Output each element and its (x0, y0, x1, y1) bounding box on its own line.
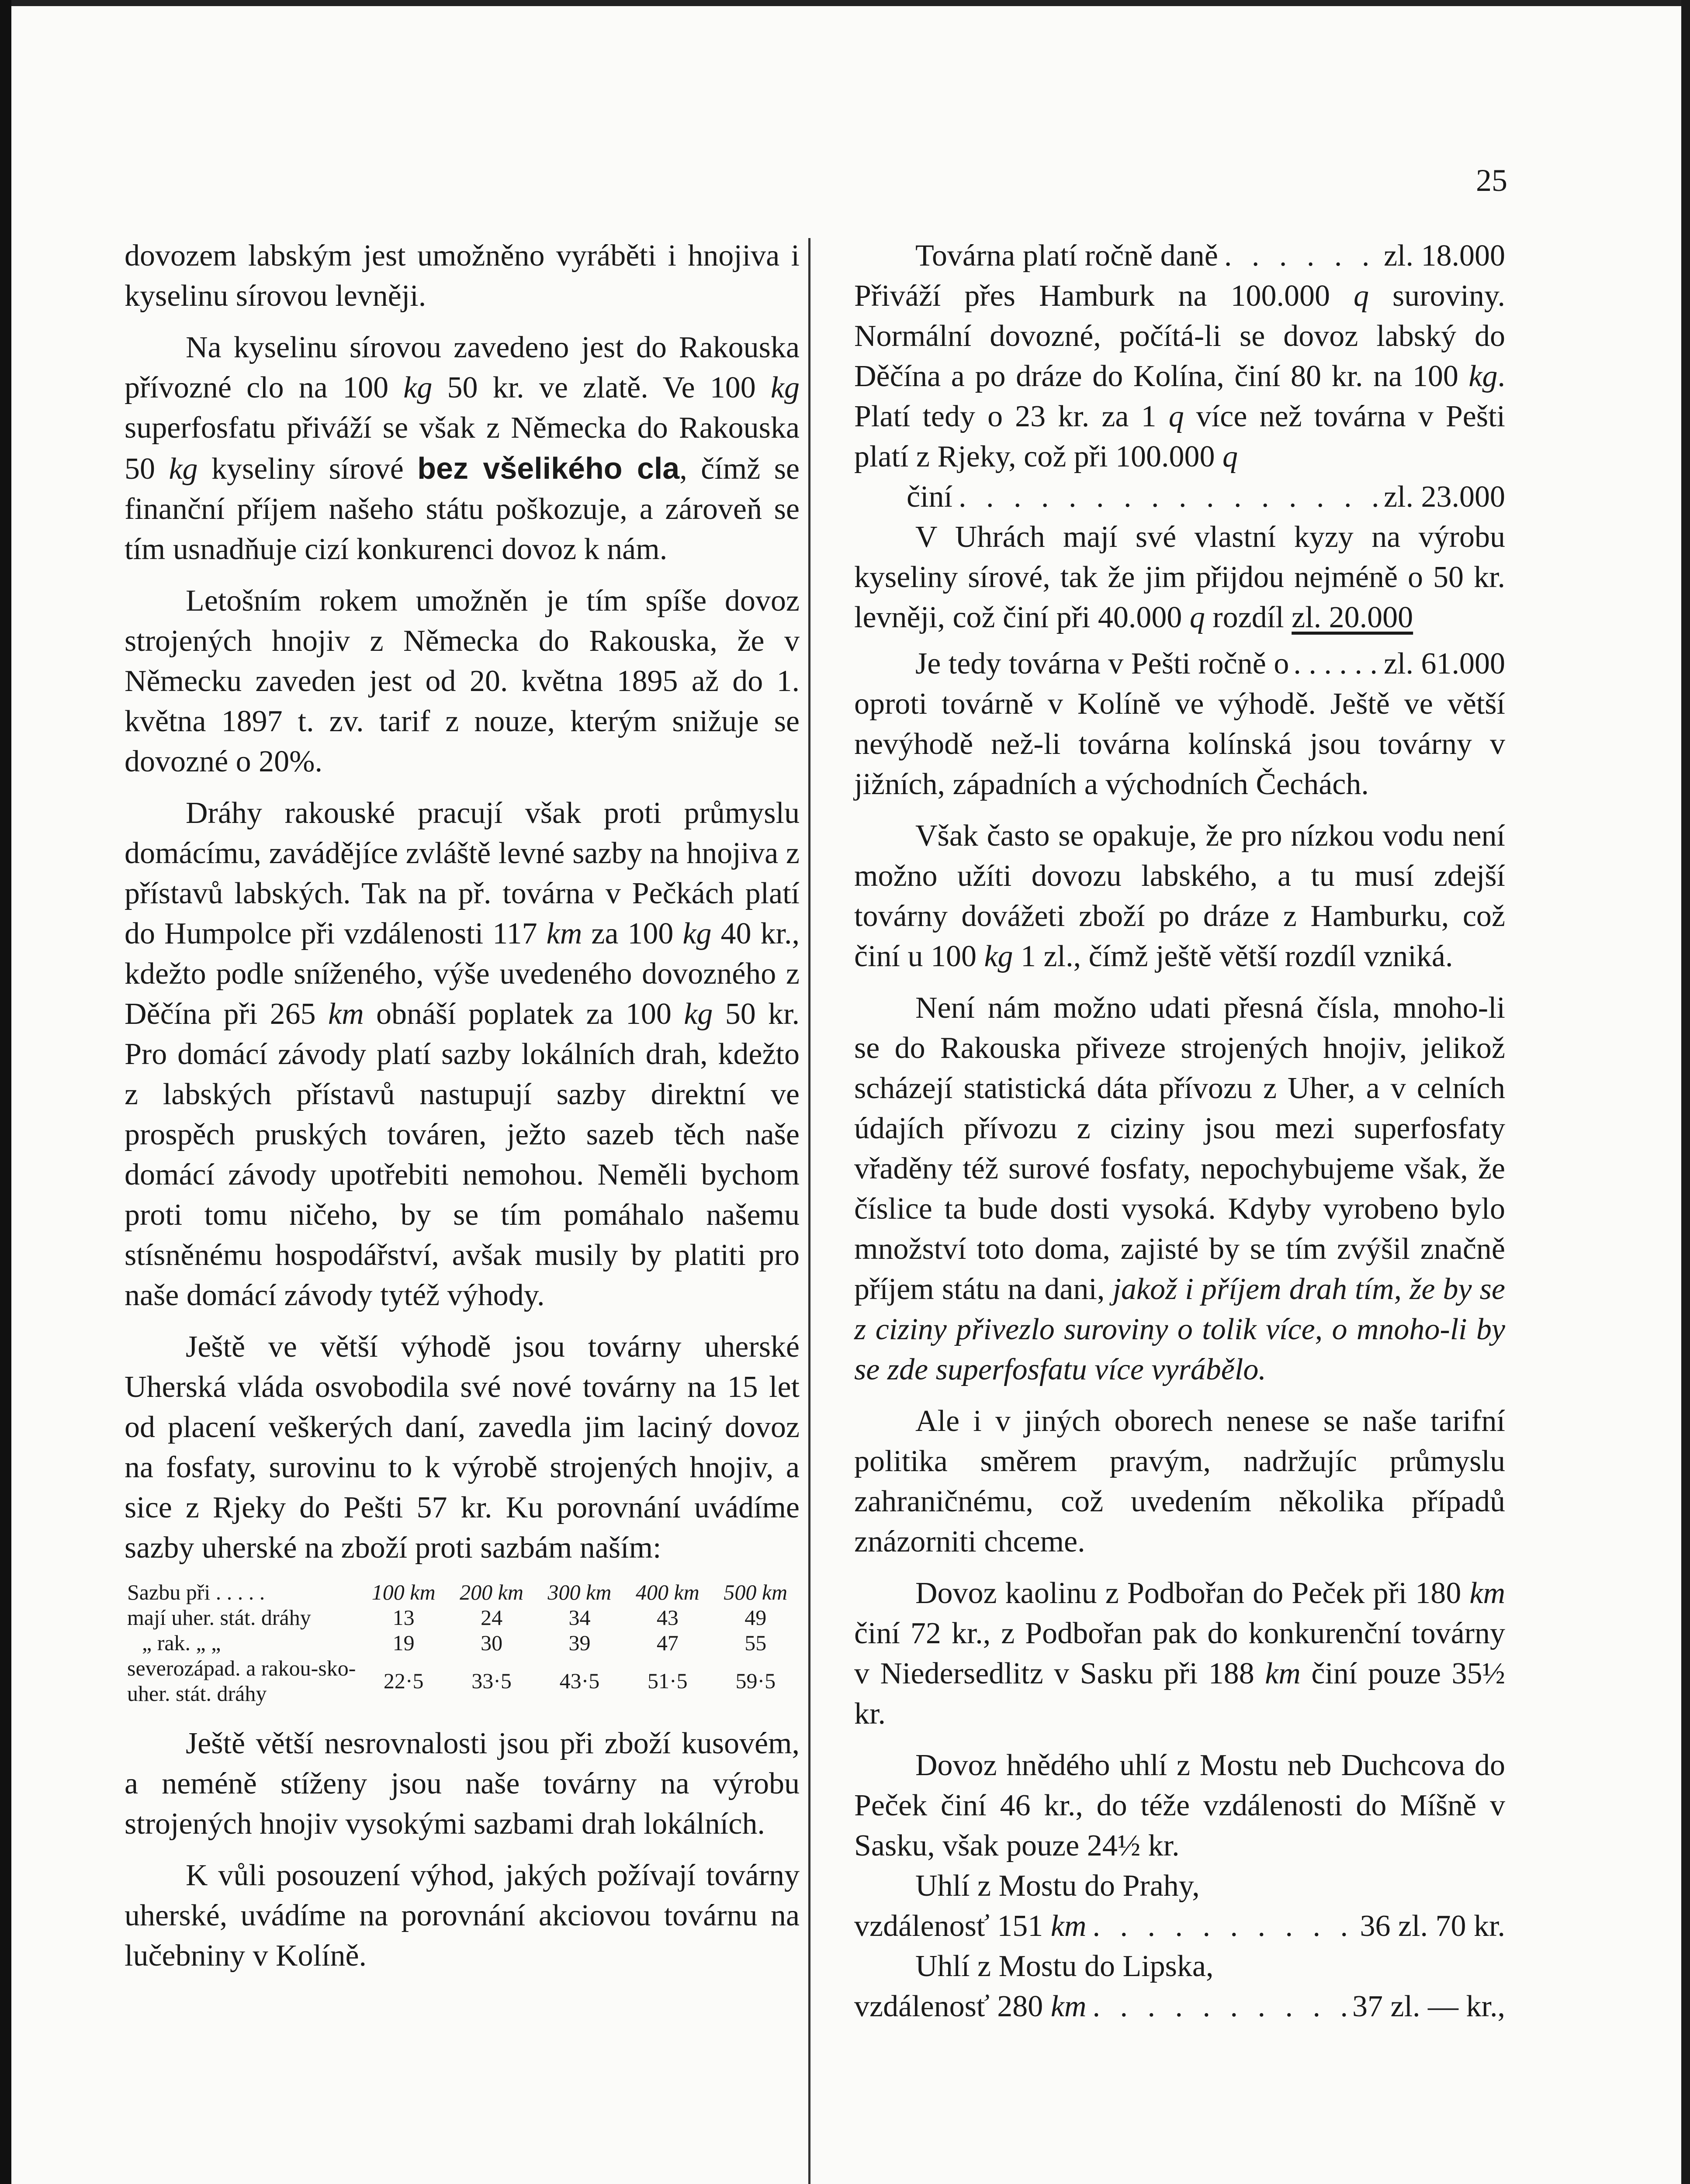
amount: 37 zl. — kr., (1352, 1990, 1505, 2023)
ledger-line: Je tedy továrna v Pešti ročně o . . . zl. 61.000 (854, 644, 1505, 684)
ledger-line: činí . . . zl. 23.000 (854, 477, 1505, 517)
table-cell: 49 (745, 1605, 767, 1630)
table-cell: 24 (481, 1605, 503, 1630)
table-cell: 59·5 (735, 1669, 776, 1693)
scan-edge-left (0, 0, 11, 2184)
table-header-cell: 300 km (547, 1580, 612, 1604)
right-column (854, 236, 1505, 2027)
paragraph: Letošním rokem umožněn je tím spíše dovoz strojených hnojiv z Německa do Rakouska, že v Německu zaveden jest od 20. května 1895 až do 1. května 1897 t. zv. tarif z nouze, kterým snižuje se dovozné o 20%. (125, 584, 800, 778)
table-header-cell: 200 km (460, 1580, 523, 1604)
table-row (125, 1655, 800, 1706)
amount: zl. 20.000 (1292, 601, 1413, 634)
paragraph: Dovoz kaolinu z Podbořan do Peček při 180 km činí 72 kr., z Podbořan pak do konkurenční továrny v Niedersedlitz v Sasku při 188 km činí pouze 35½ kr. (854, 1576, 1505, 1731)
paragraph: Přiváží přes Hamburk na 100.000 q suroviny. Normální dovozné, počítá-li se dovoz labský do Děčína a po dráze do Kolína, činí 80 kr. na 100 kg. Platí tedy o 23 kr. za 1 q více než továrna v Pešti platí z Rjeky, což při 100.000 q (854, 279, 1505, 473)
table-cell: 13 (392, 1605, 415, 1630)
table-cell: 51·5 (648, 1669, 688, 1693)
table-header-label: Sazbu při . . . . . (127, 1580, 265, 1604)
paragraph: Ještě ve větší výhodě jsou továrny uherské Uherská vláda osvobodila své nové továrny na 15 let od placení veškerých daní, zavedla jim laciný dovoz na fosfaty, surovinu to k výrobě strojených hnojiv, a sice z Rjeky do Pešti 57 kr. Ku porovnání uvádíme sazby uherské na zboží proti sazbám naším: (125, 1330, 800, 1565)
table-header-cell: 100 km (371, 1580, 436, 1604)
table-header-row (125, 1579, 800, 1605)
table-cell: 43 (656, 1605, 679, 1630)
table-cell: 22·5 (383, 1669, 424, 1693)
table-cell: 19 (392, 1631, 415, 1655)
table-cell: 55 (745, 1631, 767, 1655)
paragraph: Ale i v jiných oborech nenese se naše tarifní politika směrem pravým, nadržujíc průmyslu zahraničnému, což uvedením několika případů znázorniti chceme. (854, 1404, 1505, 1559)
table-cell: 33·5 (471, 1669, 512, 1693)
ledger-title: Uhlí z Mostu do Prahy, (915, 1869, 1200, 1903)
table-cell: 43·5 (559, 1669, 600, 1693)
table-header-cell: 500 km (724, 1580, 788, 1604)
table-row-label: mají uher. stát. dráhy (127, 1605, 311, 1630)
table-row-label: „ rak. „ „ (142, 1631, 221, 1655)
scan-edge-top (0, 0, 1690, 6)
table-cell: 39 (568, 1631, 591, 1655)
paragraph: oproti továrně v Kolíně ve výhodě. Ještě ve větší nevýhodě než-li továrna kolínská jsou továrny v jižních, západních a východních Čechách. (854, 687, 1505, 801)
scan-edge-right (1681, 0, 1690, 2184)
table-row (125, 1605, 800, 1630)
rate-table (125, 1579, 800, 1706)
table-cell: 34 (568, 1605, 591, 1630)
table-row (125, 1630, 800, 1655)
paragraph: Však často se opakuje, že pro nízkou vodu není možno užíti dovozu labského, a tu musí zdejší továrny dovážeti zboží po dráze z Hamburku, což činí u 100 kg 1 zl., čímž ještě větší rozdíl vzniká. (854, 819, 1505, 973)
table-cell: 30 (481, 1631, 503, 1655)
emphasis: bez všelikého cla (417, 451, 680, 485)
page-number: 25 (1476, 163, 1507, 198)
ledger-line: vzdálenosť 151 km . . . 36 zl. 70 kr. (854, 1906, 1505, 1946)
paragraph: K vůli posouzení výhod, jakých požívají továrny uherské, uvádíme na porovnání akciovou továrnu na lučebniny v Kolíně. (125, 1859, 800, 1973)
table-cell: 47 (656, 1631, 679, 1655)
paragraph: Na kyselinu sírovou zavedeno jest do Rakouska přívozné clo na 100 kg 50 kr. ve zlatě. Ve 100 kg superfosfatu přiváží se však z Německa do Rakouska 50 kg kyseliny sírové bez všelikého cla, čímž se finanční příjem našeho státu poškozuje, a zároveň se tím usnadňuje cizí konkurenci dovoz k nám. (125, 331, 800, 566)
column-divider (808, 238, 810, 2184)
amount: 36 zl. 70 kr. (1360, 1909, 1505, 1943)
ledger-title: Uhlí z Mostu do Lipska, (915, 1949, 1214, 1983)
paragraph: Dráhy rakouské pracují však proti průmyslu domácímu, zavádějíce zvláště levné sazby na hnojiva z přístavů labských. Tak na př. továrna v Pečkách platí do Humpolce při vzdálenosti 117 km za 100 kg 40 kr., kdežto podle sníženého, výše uvedeného dovozného z Děčína při 265 km obnáší poplatek za 100 kg 50 kr. Pro domácí závody platí sazby lokálních drah, kdežto z labských přístavů nastupují sazby direktní ve prospěch pruských továren, ježto sazeb těch naše domácí závody upotřebiti nemohou. Neměli bychom proti tomu ničeho, by se tím pomáhalo našemu stísněnému hospodářství, avšak musily by platiti pro naše domácí závody tytéž výhody. (125, 796, 800, 1312)
table-header-cell: 400 km (635, 1580, 700, 1604)
amount: zl. 61.000 (1383, 647, 1505, 681)
italic-passage: jakož i příjem drah tím, že by se z ciziny přivezlo suroviny o tolik více, o mnoho-li by se zde superfosfatu více vyrábělo. (854, 1272, 1505, 1386)
ledger-line: vzdálenosť 280 km . . . 37 zl. — kr., (854, 1987, 1505, 2027)
paragraph: V Uhrách mají své vlastní kyzy na výrobu kyseliny sírové, tak že jim přijdou nejméně o 50 kr. levněji, což činí při 40.000 q rozdíl zl. 20.000 (854, 520, 1505, 634)
left-column (125, 236, 800, 1987)
ledger-line: Továrna platí ročně daně . . . zl. 18.000 (854, 236, 1505, 276)
table-row-label: severozápad. a rakou-sko-uher. stát. dráhy (127, 1656, 356, 1706)
paragraph: Dovoz hnědého uhlí z Mostu neb Duchcova do Peček činí 46 kr., do téže vzdálenosti do Míšně v Sasku, však pouze 24½ kr. (854, 1749, 1505, 1863)
paragraph: Ještě větší nesrovnalosti jsou při zboží kusovém, a neméně stíženy jsou naše továrny na výrobu strojených hnojiv vysokými sazbami drah lokálních. (125, 1727, 800, 1841)
paragraph: dovozem labským jest umožněno vyráběti i hnojiva i kyselinu sírovou levněji. (125, 239, 800, 313)
amount: zl. 18.000 (1383, 239, 1505, 273)
amount: zl. 23.000 (1383, 480, 1505, 514)
paragraph: Není nám možno udati přesná čísla, mnoho-li se do Rakouska přiveze strojených hnojiv, jelikož scházejí statistická dáta přívozu z Uher, a v celních údajích přívozu z ciziny jsou mezi superfosfaty vřaděny též surové fosfaty, nepochybujeme však, že číslice ta bude dosti vysoká. Kdyby vyrobeno bylo množství toto doma, zajisté by se tím zvýšil značně příjem státu na dani, jakož i příjem drah tím, že by se z ciziny přivezlo suroviny o tolik více, o mnoho-li by se zde superfosfatu více vyrábělo. (854, 991, 1505, 1386)
